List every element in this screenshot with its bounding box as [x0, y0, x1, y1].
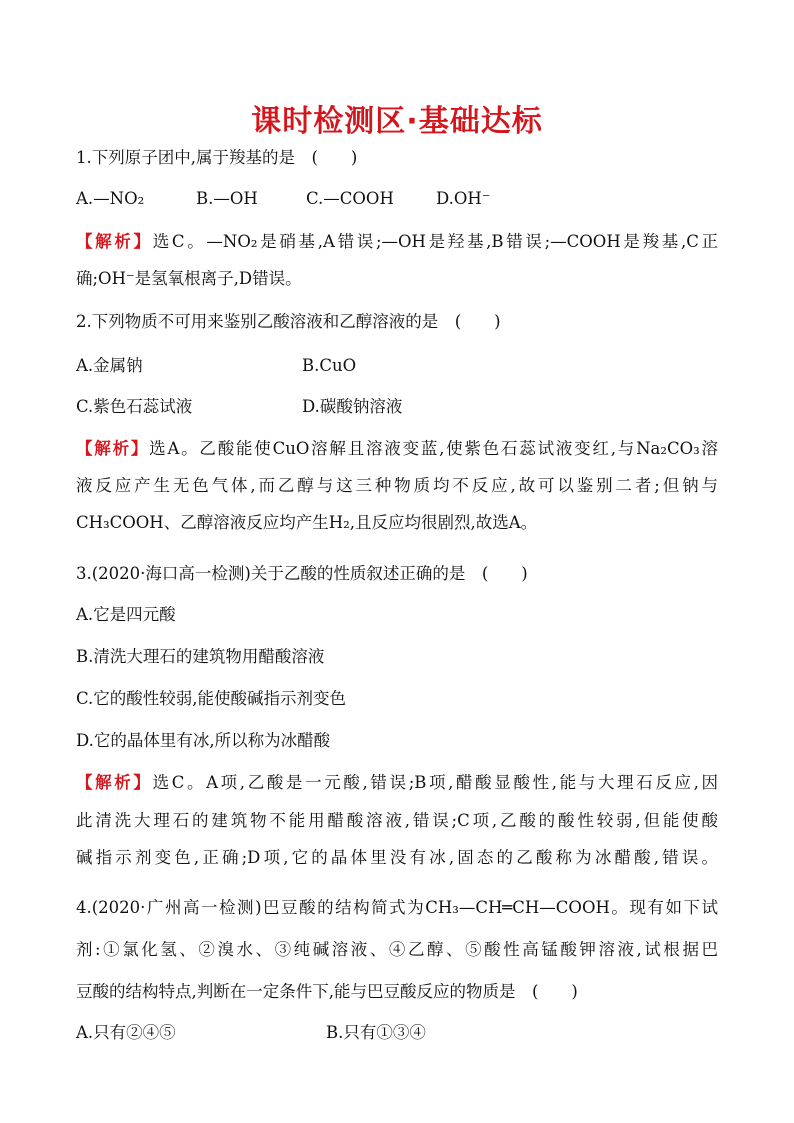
q2-option-d: D.碳酸钠溶液	[302, 397, 403, 416]
q2-solution-line-1: 【解析】选A。乙酸能使CuO溶解且溶液变蓝,使紫色石蕊试液变红,与Na₂CO₃溶	[76, 439, 719, 458]
q2-option-c: C.紫色石蕊试液	[76, 397, 193, 416]
q4-option-b: B.只有①③④	[326, 1023, 426, 1042]
q2-option-b: B.CuO	[302, 356, 357, 375]
q3-option-c: C.它的酸性较弱,能使酸碱指示剂变色	[76, 689, 347, 708]
q1-option-b: B.—OH	[196, 189, 258, 208]
q3-option-b: B.清洗大理石的建筑物用醋酸溶液	[76, 647, 325, 666]
q2-solution-line-2: 液反应产生无色气体,而乙醇与这三种物质均不反应,故可以鉴别二者;但钠与	[76, 476, 718, 495]
question-4-stem-line-3: 豆酸的结构特点,判断在一定条件下,能与巴豆酸反应的物质是 ( )	[76, 982, 578, 1001]
question-1-stem: 1.下列原子团中,属于羧基的是 ( )	[76, 148, 358, 167]
question-4-stem-line-1: 4.(2020·广州高一检测)巴豆酸的结构简式为CH₃—CH═CH—COOH。现有如下试	[76, 898, 718, 917]
q3-option-a: A.它是四元酸	[76, 605, 176, 624]
q3-solution-line-1: 【解析】选C。A项,乙酸是一元酸,错误;B项,醋酸显酸性,能与大理石反应,因	[76, 773, 718, 792]
solution-tag: 【解析】	[76, 773, 153, 792]
q4-option-a: A.只有②④⑤	[76, 1023, 176, 1042]
q1-option-c: C.—COOH	[306, 189, 394, 208]
question-3-stem: 3.(2020·海口高一检测)关于乙酸的性质叙述正确的是 ( )	[76, 564, 528, 583]
q3-option-d: D.它的晶体里有冰,所以称为冰醋酸	[76, 731, 331, 750]
q1-solution-line-1: 【解析】选C。—NO₂是硝基,A错误;—OH是羟基,B错误;—COOH是羧基,C正	[76, 232, 719, 251]
question-2-stem: 2.下列物质不可用来鉴别乙酸溶液和乙醇溶液的是 ( )	[76, 312, 501, 331]
q2-option-a: A.金属钠	[76, 356, 143, 375]
q3-solution-line-3: 碱指示剂变色,正确;D项,它的晶体里没有冰,固态的乙酸称为冰醋酸,错误。	[76, 848, 718, 867]
q2-solution-line-3: CH₃COOH、乙醇溶液反应均产生H₂,且反应均很剧烈,故选A。	[76, 513, 538, 532]
q1-option-a: A.—NO₂	[76, 189, 145, 208]
q1-solution-line-2: 确;OH⁻是氢氧根离子,D错误。	[76, 269, 302, 288]
q1-option-d: D.OH⁻	[436, 189, 491, 208]
q3-solution-line-2: 此清洗大理石的建筑物不能用醋酸溶液,错误;C项,乙酸的酸性较弱,但能使酸	[76, 811, 718, 830]
question-4-stem-line-2: 剂:①氯化氢、②溴水、③纯碱溶液、④乙醇、⑤酸性高锰酸钾溶液,试根据巴	[76, 940, 718, 959]
solution-tag: 【解析】	[76, 439, 150, 458]
solution-tag: 【解析】	[76, 232, 153, 251]
page-title: 课时检测区·基础达标	[251, 104, 543, 139]
